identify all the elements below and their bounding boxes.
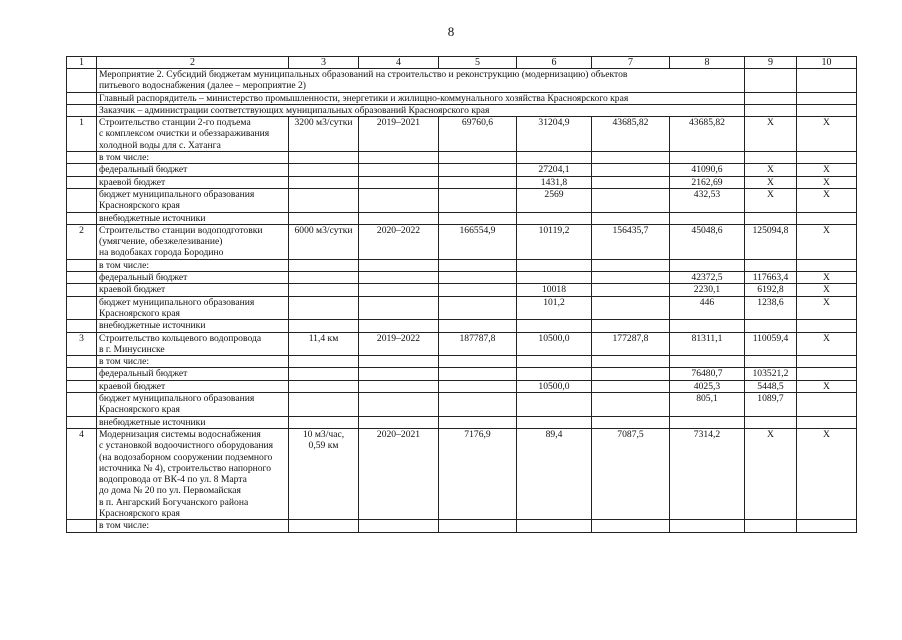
- table-cell: [517, 212, 592, 224]
- table-cell: Х: [797, 272, 857, 284]
- table-cell: [797, 320, 857, 332]
- table-cell: [745, 104, 797, 116]
- table-cell: [359, 152, 439, 164]
- table-cell: 2019–2021: [359, 117, 439, 152]
- table-cell: 2020–2022: [359, 224, 439, 259]
- table-cell: [592, 356, 670, 368]
- table-cell: [67, 320, 97, 332]
- table-cell: [745, 356, 797, 368]
- table-cell: [67, 176, 97, 188]
- table-cell: [289, 320, 359, 332]
- table-cell: [592, 272, 670, 284]
- table-cell: [67, 152, 97, 164]
- table-cell: Х: [745, 188, 797, 212]
- table-cell: [67, 188, 97, 212]
- heading-line: Главный распорядитель – министерство промышленности, энергетики и жилищно-коммунального хозяйства Красноярского края: [99, 92, 629, 104]
- table-cell: [359, 296, 439, 320]
- table-row: [67, 117, 857, 152]
- table-row: [67, 212, 857, 224]
- page-number: 8: [447, 24, 455, 39]
- program-table: [66, 56, 857, 533]
- table-cell: [797, 520, 857, 532]
- table-cell: 4025,3: [670, 380, 745, 392]
- table-cell: 5448,5: [745, 380, 797, 392]
- table-cell: 69760,6: [439, 117, 517, 152]
- table-cell: [67, 520, 97, 532]
- table-cell: [592, 284, 670, 296]
- table-cell: [67, 380, 97, 392]
- table-cell: [670, 152, 745, 164]
- table-row: [67, 259, 857, 271]
- cell-line: источника № 4), строительство напорного: [99, 462, 272, 474]
- table-cell: 7087,5: [592, 428, 670, 519]
- table-cell: [289, 380, 359, 392]
- table-cell: [439, 188, 517, 212]
- table-cell: [670, 259, 745, 271]
- table-cell: 43685,82: [592, 117, 670, 152]
- table-cell: [439, 393, 517, 417]
- table-row: [67, 164, 857, 176]
- table-cell: 2162,69: [670, 176, 745, 188]
- section-heading: [97, 69, 745, 93]
- table-cell: Х: [745, 428, 797, 519]
- table-cell: [359, 320, 439, 332]
- table-cell: 103521,2: [745, 368, 797, 380]
- table-cell: 7314,2: [670, 428, 745, 519]
- table-cell: [67, 393, 97, 417]
- item-description: [97, 117, 289, 152]
- item-description: [97, 368, 289, 380]
- cell-line: в г. Минусинске: [99, 343, 165, 355]
- table-cell: [359, 188, 439, 212]
- table-cell: [592, 164, 670, 176]
- table-cell: Х: [797, 117, 857, 152]
- table-cell: [592, 520, 670, 532]
- table-cell: [592, 212, 670, 224]
- table-cell: [359, 380, 439, 392]
- table-cell: 3200 м3/сутки: [289, 117, 359, 152]
- cell-line: внебюджетные источники: [99, 320, 206, 332]
- table-cell: [797, 92, 857, 104]
- table-cell: 432,53: [670, 188, 745, 212]
- table-cell: [592, 176, 670, 188]
- column-number: 6: [517, 57, 592, 69]
- table-cell: [359, 176, 439, 188]
- table-cell: 125094,8: [745, 224, 797, 259]
- table-cell: [797, 259, 857, 271]
- table-cell: [439, 296, 517, 320]
- table-cell: [745, 520, 797, 532]
- table-cell: [592, 393, 670, 417]
- table-cell: [289, 152, 359, 164]
- table-cell: 89,4: [517, 428, 592, 519]
- table-cell: [289, 188, 359, 212]
- table-cell: [439, 416, 517, 428]
- item-description: [97, 259, 289, 271]
- table-cell: 31204,9: [517, 117, 592, 152]
- table-cell: 177287,8: [592, 332, 670, 356]
- item-description: [97, 164, 289, 176]
- table-cell: [359, 368, 439, 380]
- table-row: [67, 188, 857, 212]
- table-row: [67, 356, 857, 368]
- table-cell: Х: [797, 284, 857, 296]
- table-cell: [592, 416, 670, 428]
- table-cell: [439, 520, 517, 532]
- cell-line: Красноярского края: [99, 200, 180, 212]
- table-cell: [289, 368, 359, 380]
- table-cell: [797, 368, 857, 380]
- table-cell: [289, 296, 359, 320]
- cell-line: федеральный бюджет: [99, 368, 188, 380]
- cell-line: Красноярского края: [99, 307, 180, 319]
- table-cell: 805,1: [670, 393, 745, 417]
- table-cell: [439, 284, 517, 296]
- table-cell: [517, 520, 592, 532]
- table-cell: [797, 152, 857, 164]
- item-description: [97, 176, 289, 188]
- table-cell: [439, 176, 517, 188]
- item-description: [97, 520, 289, 532]
- cell-line: с комплексом очистки и обеззараживания: [99, 128, 270, 140]
- table-cell: [797, 393, 857, 417]
- table-cell: 1: [67, 117, 97, 152]
- column-number: 1: [67, 57, 97, 69]
- column-number: 4: [359, 57, 439, 69]
- table-row: [67, 176, 857, 188]
- table-cell: 2230,1: [670, 284, 745, 296]
- table-cell: 187787,8: [439, 332, 517, 356]
- cell-line: холодной воды для с. Хатанга: [99, 139, 221, 151]
- table-cell: [359, 259, 439, 271]
- table-cell: Х: [745, 117, 797, 152]
- column-number: 2: [97, 57, 289, 69]
- table-cell: 117663,4: [745, 272, 797, 284]
- table-cell: 42372,5: [670, 272, 745, 284]
- cell-line: (умягчение, обезжелезивание): [99, 236, 223, 248]
- cell-line: краевой бюджет: [99, 176, 166, 188]
- column-number-row: [67, 57, 857, 69]
- table-row: [67, 69, 857, 93]
- table-cell: 446: [670, 296, 745, 320]
- table-cell: [517, 259, 592, 271]
- item-description: [97, 272, 289, 284]
- item-description: [97, 224, 289, 259]
- item-description: [97, 188, 289, 212]
- table-row: [67, 224, 857, 259]
- table-row: [67, 296, 857, 320]
- table-cell: [359, 356, 439, 368]
- table-cell: 6000 м3/сутки: [289, 224, 359, 259]
- table-cell: Х: [797, 380, 857, 392]
- cell-line: 10 м3/час,: [302, 428, 345, 440]
- table-cell: 156435,7: [592, 224, 670, 259]
- cell-line: на водобаках города Бородино: [99, 247, 224, 259]
- table-cell: 43685,82: [670, 117, 745, 152]
- cell-line: бюджет муниципального образования: [99, 188, 255, 200]
- cell-line: (на водозаборном сооружении подземного: [99, 451, 273, 463]
- table-row: [67, 520, 857, 532]
- table-cell: [67, 284, 97, 296]
- cell-line: Красноярского края: [99, 404, 180, 416]
- table-cell: 45048,6: [670, 224, 745, 259]
- cell-line: Модернизация системы водоснабжения: [99, 428, 261, 440]
- table-cell: [745, 92, 797, 104]
- table-cell: 1089,7: [745, 393, 797, 417]
- cell-line: в том числе:: [99, 152, 150, 164]
- table-cell: [745, 69, 797, 93]
- table-cell: Х: [797, 164, 857, 176]
- cell-line: 0,59 км: [308, 440, 339, 452]
- table-cell: [517, 356, 592, 368]
- heading-line: Заказчик – администрации соответствующих муниципальных образований Красноярского края: [99, 104, 490, 116]
- table-cell: [745, 416, 797, 428]
- cell-line: федеральный бюджет: [99, 272, 188, 284]
- cell-line: в том числе:: [99, 356, 150, 368]
- table-row: [67, 368, 857, 380]
- table-cell: 2: [67, 224, 97, 259]
- cell-line: до дома № 20 по ул. Первомайская: [99, 485, 241, 497]
- table-cell: [592, 368, 670, 380]
- column-number: 7: [592, 57, 670, 69]
- table-row: [67, 416, 857, 428]
- table-cell: [439, 380, 517, 392]
- table-row: [67, 152, 857, 164]
- table-cell: [670, 520, 745, 532]
- table-cell: [797, 104, 857, 116]
- table-cell: [670, 416, 745, 428]
- cell-line: Строительство станции водоподготовки: [99, 224, 263, 236]
- table-cell: [359, 284, 439, 296]
- table-cell: [745, 259, 797, 271]
- table-cell: [67, 416, 97, 428]
- table-cell: [289, 428, 359, 519]
- table-cell: [797, 212, 857, 224]
- table-cell: [67, 164, 97, 176]
- cell-line: Красноярского края: [99, 507, 180, 519]
- table-cell: [359, 164, 439, 176]
- table-cell: [592, 188, 670, 212]
- item-description: [97, 393, 289, 417]
- table-cell: 4: [67, 428, 97, 519]
- item-description: [97, 296, 289, 320]
- table-cell: Х: [797, 296, 857, 320]
- heading-line: питьевого водоснабжения (далее – мероприятие 2): [99, 80, 306, 92]
- table-cell: [67, 92, 97, 104]
- table-cell: Х: [797, 188, 857, 212]
- table-cell: 10500,0: [517, 332, 592, 356]
- table-row: [67, 284, 857, 296]
- table-row: [67, 332, 857, 356]
- table-cell: 76480,7: [670, 368, 745, 380]
- table-cell: [289, 176, 359, 188]
- table-cell: [289, 416, 359, 428]
- table-cell: [439, 164, 517, 176]
- item-description: [97, 356, 289, 368]
- table-cell: 1238,6: [745, 296, 797, 320]
- table-cell: 110059,4: [745, 332, 797, 356]
- section-heading: [97, 92, 745, 104]
- table-row: [67, 320, 857, 332]
- table-cell: 6192,8: [745, 284, 797, 296]
- item-description: [97, 428, 289, 519]
- item-description: [97, 212, 289, 224]
- cell-line: в п. Ангарский Богучанского района: [99, 496, 249, 508]
- section-heading: [97, 104, 745, 116]
- table-cell: [439, 272, 517, 284]
- table-cell: 101,2: [517, 296, 592, 320]
- table-cell: [67, 296, 97, 320]
- table-cell: [289, 212, 359, 224]
- table-cell: [670, 356, 745, 368]
- cell-line: внебюджетные источники: [99, 212, 206, 224]
- table-cell: [439, 212, 517, 224]
- table-cell: [67, 272, 97, 284]
- cell-line: Строительство кольцевого водопровода: [99, 332, 262, 344]
- table-cell: [797, 356, 857, 368]
- table-cell: Х: [745, 176, 797, 188]
- table-cell: 41090,6: [670, 164, 745, 176]
- table-cell: [67, 212, 97, 224]
- table-row: [67, 104, 857, 116]
- table-row: [67, 393, 857, 417]
- table-cell: [359, 393, 439, 417]
- table-cell: 7176,9: [439, 428, 517, 519]
- table-cell: [517, 152, 592, 164]
- table-cell: [289, 259, 359, 271]
- table-cell: [592, 380, 670, 392]
- table-row: [67, 92, 857, 104]
- column-number: 5: [439, 57, 517, 69]
- table-cell: [289, 520, 359, 532]
- table-cell: Х: [797, 224, 857, 259]
- table-cell: 10119,2: [517, 224, 592, 259]
- table-cell: [359, 520, 439, 532]
- cell-line: с установкой водоочистного оборудования: [99, 440, 274, 452]
- table-cell: [67, 368, 97, 380]
- table-cell: [797, 416, 857, 428]
- table-cell: [439, 259, 517, 271]
- table-cell: [797, 69, 857, 93]
- heading-line: Мероприятие 2. Субсидий бюджетам муниципальных образований на строительство и реконструкцию (модернизацию) объектов: [99, 69, 628, 80]
- table-cell: [592, 320, 670, 332]
- cell-line: краевой бюджет: [99, 284, 166, 296]
- table-cell: 2019–2022: [359, 332, 439, 356]
- column-number: 10: [797, 57, 857, 69]
- table-cell: [67, 69, 97, 93]
- table-row: [67, 428, 857, 519]
- table-cell: [517, 416, 592, 428]
- item-description: [97, 284, 289, 296]
- table-cell: [592, 259, 670, 271]
- table-cell: [359, 272, 439, 284]
- table-cell: [517, 272, 592, 284]
- cell-line: в том числе:: [99, 259, 150, 271]
- table-cell: [670, 320, 745, 332]
- table-cell: 2020–2021: [359, 428, 439, 519]
- table-cell: [289, 164, 359, 176]
- table-cell: [439, 368, 517, 380]
- table-cell: [289, 284, 359, 296]
- table-cell: [517, 368, 592, 380]
- table-cell: Х: [745, 164, 797, 176]
- table-cell: 1431,8: [517, 176, 592, 188]
- table-cell: 166554,9: [439, 224, 517, 259]
- table-cell: 10018: [517, 284, 592, 296]
- cell-line: в том числе:: [99, 520, 150, 532]
- cell-line: внебюджетные источники: [99, 416, 206, 428]
- table-cell: [517, 393, 592, 417]
- table-cell: [289, 393, 359, 417]
- table-cell: [592, 152, 670, 164]
- column-number: 3: [289, 57, 359, 69]
- table-cell: [359, 212, 439, 224]
- table-cell: [745, 212, 797, 224]
- item-description: [97, 332, 289, 356]
- table-cell: [439, 356, 517, 368]
- table-cell: 27204,1: [517, 164, 592, 176]
- table-cell: 11,4 км: [289, 332, 359, 356]
- table-cell: [517, 320, 592, 332]
- table-cell: [670, 212, 745, 224]
- table-row: [67, 380, 857, 392]
- table-cell: [67, 356, 97, 368]
- table-cell: [439, 320, 517, 332]
- table-cell: [67, 259, 97, 271]
- table-cell: 81311,1: [670, 332, 745, 356]
- cell-line: Строительство станции 2-го подъема: [99, 117, 251, 129]
- item-description: [97, 380, 289, 392]
- table-cell: [289, 272, 359, 284]
- cell-line: бюджет муниципального образования: [99, 393, 255, 405]
- table-cell: Х: [797, 428, 857, 519]
- table-cell: [67, 104, 97, 116]
- column-number: 8: [670, 57, 745, 69]
- table-cell: 2569: [517, 188, 592, 212]
- table-cell: 3: [67, 332, 97, 356]
- cell-line: краевой бюджет: [99, 380, 166, 392]
- table-cell: [359, 416, 439, 428]
- table-cell: [745, 152, 797, 164]
- cell-line: водопровода от ВК-4 по ул. 8 Марта: [99, 474, 247, 486]
- item-description: [97, 320, 289, 332]
- table-cell: [289, 356, 359, 368]
- column-number: 9: [745, 57, 797, 69]
- table-cell: [745, 320, 797, 332]
- cell-line: федеральный бюджет: [99, 164, 188, 176]
- cell-line: бюджет муниципального образования: [99, 296, 255, 308]
- table-row: [67, 272, 857, 284]
- item-description: [97, 416, 289, 428]
- table-cell: [592, 296, 670, 320]
- table-cell: Х: [797, 332, 857, 356]
- table-cell: 10500,0: [517, 380, 592, 392]
- table-cell: Х: [797, 176, 857, 188]
- table-cell: [439, 152, 517, 164]
- item-description: [97, 152, 289, 164]
